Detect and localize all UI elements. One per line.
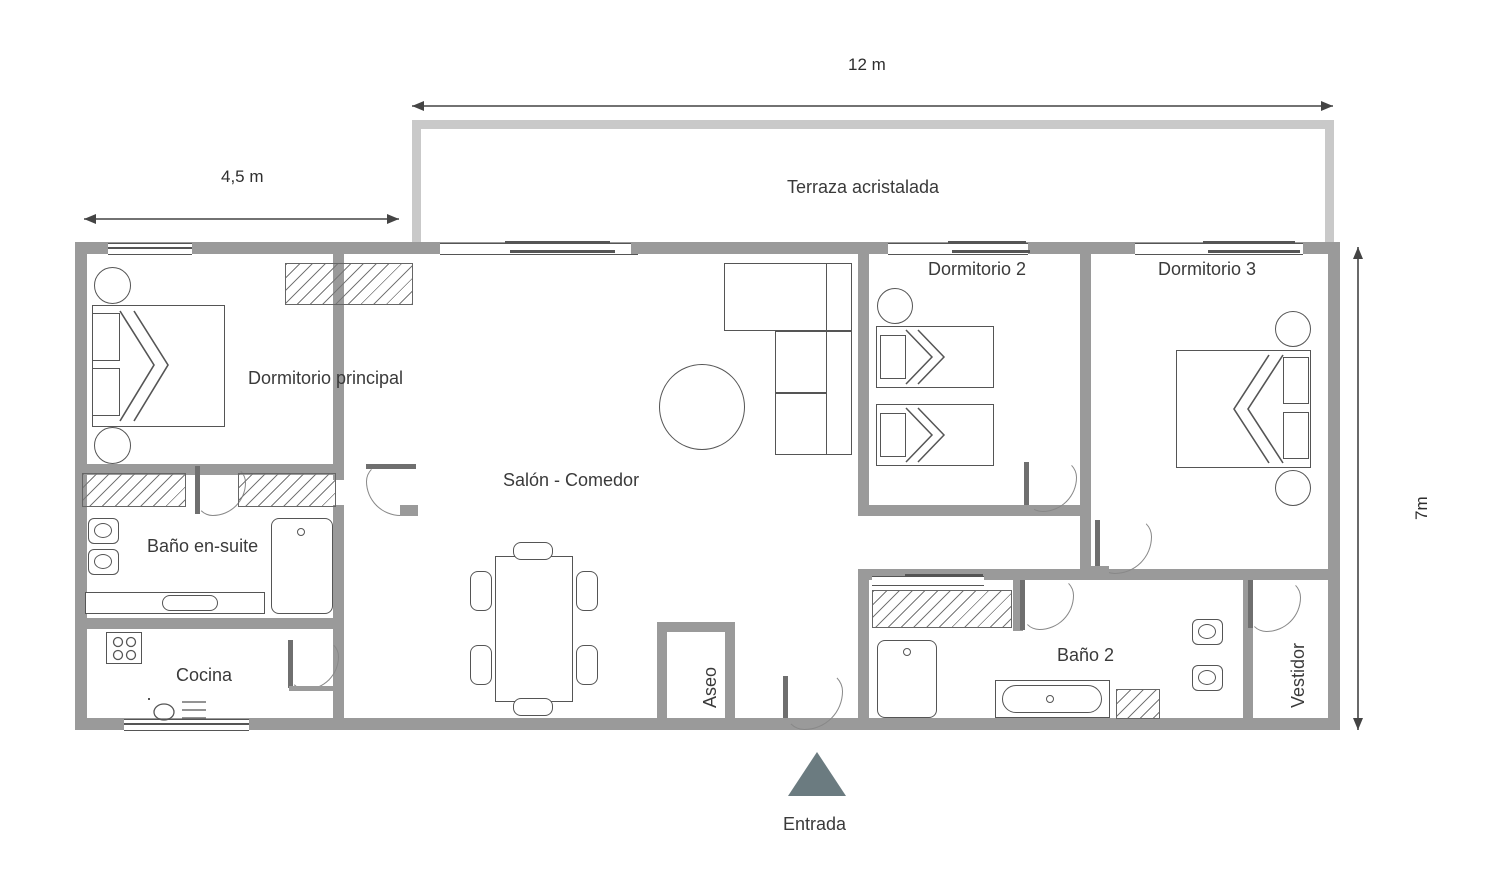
sofa-arm-top [826,263,852,331]
nightstand-lamp-right [94,427,131,464]
dimension-left-width: 4,5 m [221,167,264,186]
window-bed3-slider-1 [1203,241,1295,244]
marker-label-entrada: Entrada [783,814,847,834]
wall-bed2-left [858,242,869,515]
room-label-dormitorio-principal: Dormitorio principal [248,368,404,388]
nightstand-lamp-left [94,267,131,304]
kitchen-sink-lines [148,698,210,730]
window-bath2-line [905,574,983,577]
entrada-triangle-icon [786,752,848,798]
exterior-wall-bottom [75,718,1340,730]
room-label-bano-2: Baño 2 [1057,645,1115,665]
room-label-dormitorio-3: Dormitorio 3 [1158,259,1257,279]
dining-chair-left-1 [470,571,492,611]
dining-chair-bottom [513,698,553,716]
dimension-total-height: 7m [1412,496,1431,520]
terrace-wall-left [412,120,421,248]
sofa-back [724,263,840,331]
window-bath2-top [872,576,984,586]
dining-chair-left-2 [470,645,492,685]
door-master-stop [400,505,418,516]
wall-bed2-bed3-divider [1080,242,1091,580]
dining-chair-top [513,542,553,560]
bed2-duvet-1 [876,326,994,388]
window-bed2-jamb [1046,242,1057,254]
dining-chair-right-2 [576,645,598,685]
toilet-ensuite-1-bowl [94,523,112,538]
coffee-table-round [659,364,745,450]
exterior-wall-right [1328,242,1340,730]
wall-aseo-top [657,622,735,632]
room-label-vestidor: Vestidor [1288,642,1308,708]
window-master-top [108,243,192,255]
window-bed3-slider-2 [1208,250,1300,253]
wall-aseo-right [725,622,735,730]
door-bed2-jamb [1022,505,1034,516]
nightstand-lamp-bed3-2 [1275,470,1311,506]
window-bed2-slider-2 [952,250,1030,253]
door-entrance-jamb-left [776,718,788,730]
sofa-arm-side [826,331,852,455]
door-kitchen-stop [289,686,337,691]
window-bed3-top [1135,243,1303,255]
window-salon-top [440,243,638,255]
room-label-salon-comedor: Salón - Comedor [503,470,640,490]
door-entrance-jamb-right [845,718,857,730]
nightstand-lamp-bed3-1 [1275,311,1311,347]
bed3-duvet [1176,350,1311,468]
bathtub-bath2-drain [903,648,911,656]
bidet-bath2-bowl [1198,670,1216,685]
door-bed3-stop [1091,566,1109,577]
wall-kitchen-top [75,618,344,629]
wardrobe-ensuite-left [82,473,186,507]
window-bed2-top [888,243,1028,255]
room-label-dormitorio-2: Dormitorio 2 [928,259,1027,279]
wall-aseo-left [657,622,667,730]
cabinet-bath2 [1116,689,1160,719]
room-label-terraza: Terraza acristalada [787,177,940,197]
wall-bath2-left [858,569,869,730]
dining-table [495,556,573,702]
nightstand-lamp-bed2 [877,288,913,324]
bathtub-ensuite-drain [297,528,305,536]
bathtub-bath2-large-drain [1046,695,1054,703]
terrace-wall-right [1325,120,1334,248]
window-salon-jamb [631,242,642,254]
bed2-duvet-2 [876,404,994,466]
stove-burners [106,632,142,664]
window-bed3-jamb [1303,242,1314,254]
sink-ensuite [162,595,218,611]
shower-screen-bath2 [872,590,1012,628]
dining-chair-right-1 [576,571,598,611]
room-label-bano-ensuite: Baño en-suite [147,536,259,556]
window-salon-slider-2 [510,250,615,253]
dimension-total-width: 12 m [848,55,886,74]
toilet-bath2-bowl [1198,624,1216,639]
room-label-aseo: Aseo [700,666,720,708]
terrace-wall-top [412,120,1334,129]
room-label-cocina: Cocina [176,665,233,685]
window-bed2-slider-1 [948,241,1026,244]
window-salon-slider-1 [505,241,610,244]
bidet-ensuite-bowl [94,554,112,569]
bed-master-duvet [92,305,225,427]
wardrobe-master [285,263,413,305]
wardrobe-ensuite-right [238,473,336,507]
window-master-top-line [108,247,192,249]
